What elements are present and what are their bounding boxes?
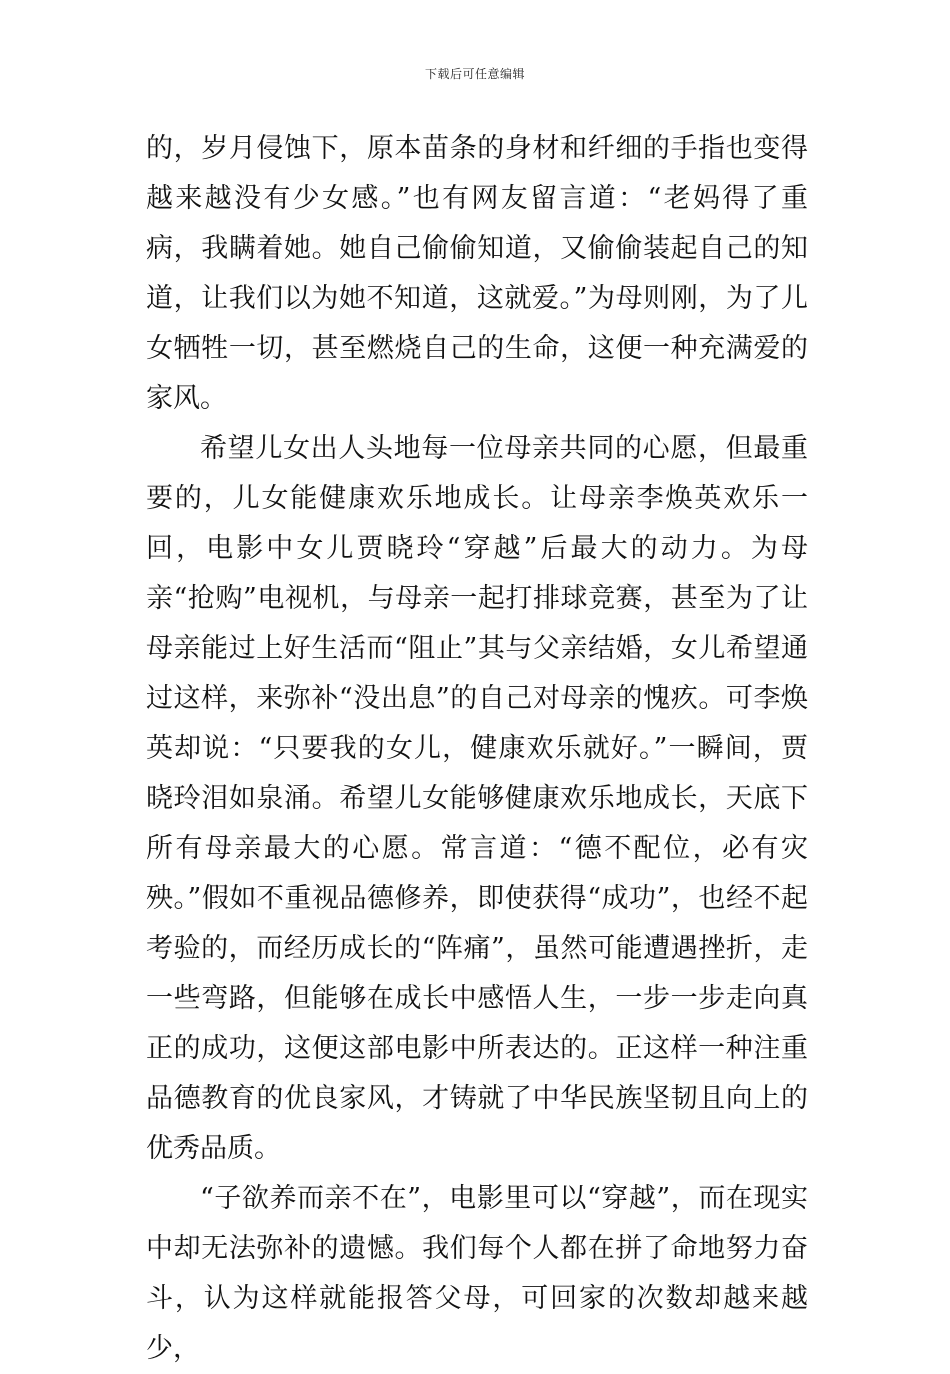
page-header: 下载后可任意编辑	[424, 67, 525, 81]
document-body	[146, 124, 808, 1374]
paragraph-3: “子欲养而亲不在”，电影里可以“穿越”，而在现实中却无法弥补的遗憾。我们每个人都在拼了命地努力奋斗，认为这样就能报答父母，可回家的次数却越来越少，	[146, 1183, 808, 1364]
paragraph-1: 的，岁月侵蚀下，原本苗条的身材和纤细的手指也变得越来越没有少女感。”也有网友留言道：“老妈得了重病，我瞒着她。她自己偷偷知道，又偷偷装起自己的知道，让我们以为她不知道，这就爱。”为母则刚，为了儿女牺牲一切，甚至燃烧自己的生命，这便一种充满爱的家风。	[146, 133, 808, 414]
paragraph-2: 希望儿女出人头地每一位母亲共同的心愿，但最重要的，儿女能健康欢乐地成长。让母亲李焕英欢乐一回，电影中女儿贾晓玲“穿越”后最大的动力。为母亲“抢购”电视机，与母亲一起打排球竞赛，甚至为了让母亲能过上好生活而“阻止”其与父亲结婚，女儿希望通过这样，来弥补“没出息”的自己对母亲的愧疚。可李焕英却说：“只要我的女儿，健康欢乐就好。”一瞬间，贾晓玲泪如泉涌。希望儿女能够健康欢乐地成长，天底下所有母亲最大的心愿。常言道：“德不配位，必有灾殃。”假如不重视品德修养，即使获得“成功”，也经不起考验的，而经历成长的“阵痛”，虽然可能遭遇挫折，走一些弯路，但能够在成长中感悟人生，一步一步走向真正的成功，这便这部电影中所表达的。正这样一种注重品德教育的优良家风，才铸就了中华民族坚韧且向上的优秀品质。	[146, 433, 808, 1164]
